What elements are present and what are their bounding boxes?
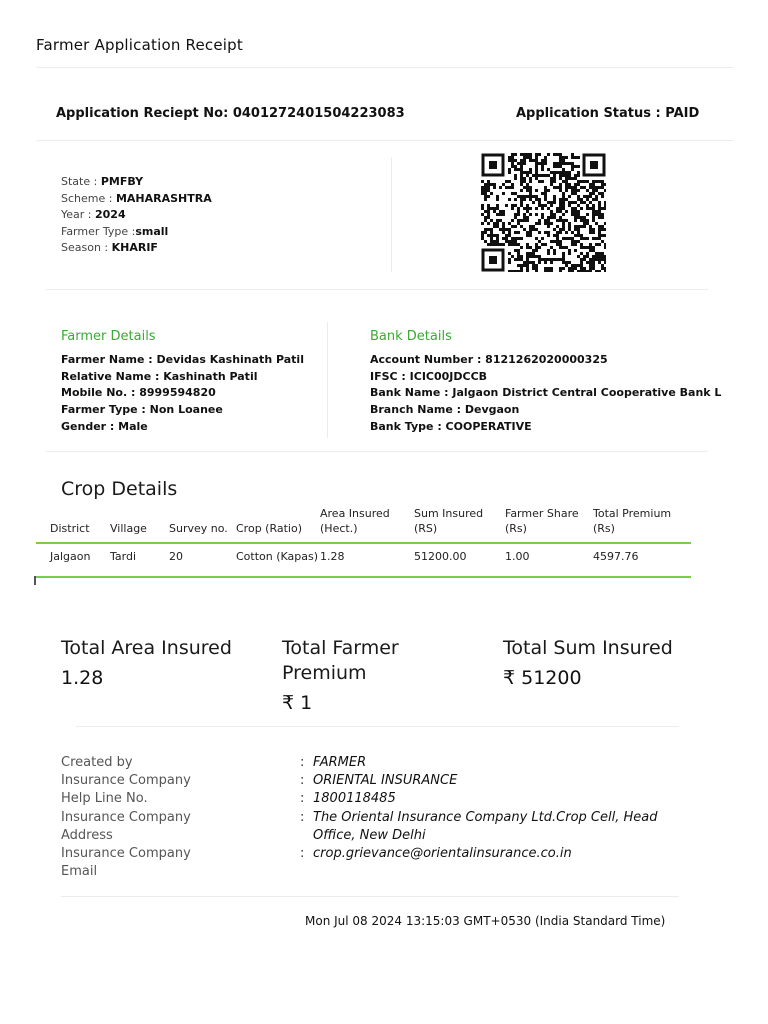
cell-crop: Cotton (Kapas) xyxy=(236,550,319,563)
cell-area-insured: 1.28 xyxy=(320,550,345,563)
total-premium-value: ₹ 1 xyxy=(282,692,313,714)
crop-details-table xyxy=(36,506,691,578)
farmer-type: Farmer Type : Non Loanee xyxy=(61,403,223,417)
value-created-by: FARMER xyxy=(313,755,367,770)
account-number: Account Number : 8121262020000325 xyxy=(370,353,608,366)
col-area-insured: Area Insured (Hect.) xyxy=(320,507,390,535)
label-insurance-company: Insurance Company xyxy=(61,773,191,789)
farmer-details xyxy=(61,352,304,436)
table-header-row xyxy=(36,506,691,543)
label-company-address: Insurance Company Address xyxy=(61,809,191,843)
total-sum-insured xyxy=(503,636,723,689)
crop-details-title: Crop Details xyxy=(61,478,178,500)
mobile-number: Mobile No. : 8999594820 xyxy=(61,386,216,400)
total-sum-label: Total Sum Insured xyxy=(503,637,673,659)
bank-details xyxy=(370,352,734,436)
application-status: Application Status : PAID xyxy=(516,106,700,121)
farmer-details-heading: Farmer Details xyxy=(61,329,156,344)
cell-sum-insured: 51200.00 xyxy=(414,550,467,563)
value-help-line: 1800118485 xyxy=(313,791,396,807)
label-help-line: Help Line No. xyxy=(61,791,148,807)
info-labels xyxy=(61,754,221,881)
total-premium-label: Total Farmer Premium xyxy=(282,637,399,684)
divider xyxy=(46,289,708,290)
value-company-address: The Oriental Insurance Company Ltd.Crop Cell, Head Office, New Delhi xyxy=(313,809,658,843)
meta-year: Year : 2024 xyxy=(61,208,126,221)
col-village: Village xyxy=(110,522,147,535)
info-colons: : : : : : xyxy=(300,755,305,862)
total-sum-value: ₹ 51200 xyxy=(503,667,582,689)
col-survey-no: Survey no. xyxy=(169,522,228,535)
col-district: District xyxy=(50,522,90,535)
info-values xyxy=(313,754,658,863)
total-farmer-premium xyxy=(282,636,472,714)
row-marker xyxy=(34,576,36,585)
bank-name: Bank Name : Jalgaon District Central Cooperative Bank L xyxy=(370,386,722,400)
ifsc: IFSC : ICIC00JDCCB xyxy=(370,369,488,383)
col-total-premium: Total Premium (Rs) xyxy=(593,507,672,535)
bank-type: Bank Type : COOPERATIVE xyxy=(370,419,532,433)
cell-district: Jalgaon xyxy=(50,550,91,563)
total-area-insured xyxy=(61,636,271,689)
label-created-by: Created by xyxy=(61,755,133,770)
table-row xyxy=(36,543,691,577)
qr-code xyxy=(481,153,606,272)
divider xyxy=(46,451,708,452)
divider xyxy=(391,157,392,272)
cell-survey-no: 20 xyxy=(169,550,183,563)
divider xyxy=(36,140,733,141)
meta-state: State : PMFBY xyxy=(61,175,144,188)
divider xyxy=(36,67,733,68)
gender: Gender : Male xyxy=(61,419,148,433)
cell-farmer-share: 1.00 xyxy=(505,550,530,563)
col-crop: Crop (Ratio) xyxy=(236,522,302,535)
value-insurance-company: ORIENTAL INSURANCE xyxy=(313,773,458,789)
receipt-number: Application Reciept No: 0401272401504223083 xyxy=(56,106,405,121)
application-meta xyxy=(61,174,212,257)
divider xyxy=(76,726,679,727)
col-sum-insured: Sum Insured (RS) xyxy=(414,507,484,535)
cell-total-premium: 4597.76 xyxy=(593,550,639,563)
page-title: Farmer Application Receipt xyxy=(36,36,243,54)
relative-name: Relative Name : Kashinath Patil xyxy=(61,369,258,383)
branch-name: Branch Name : Devgaon xyxy=(370,403,520,417)
label-company-email: Insurance Company Email xyxy=(61,846,191,880)
divider xyxy=(61,896,679,897)
value-company-email: crop.grievance@orientalinsurance.co.in xyxy=(313,846,572,862)
divider xyxy=(327,322,328,438)
total-area-label: Total Area Insured xyxy=(61,637,232,659)
bank-details-heading: Bank Details xyxy=(370,329,452,344)
print-timestamp: Mon Jul 08 2024 13:15:03 GMT+0530 (India Standard Time) xyxy=(305,914,666,928)
total-area-value: 1.28 xyxy=(61,667,104,689)
meta-scheme: Scheme : MAHARASHTRA xyxy=(61,191,212,205)
meta-season: Season : KHARIF xyxy=(61,241,158,254)
farmer-name: Farmer Name : Devidas Kashinath Patil xyxy=(61,353,304,366)
col-farmer-share: Farmer Share (Rs) xyxy=(505,507,579,535)
cell-village: Tardi xyxy=(110,550,137,563)
meta-farmer-type: Farmer Type :small xyxy=(61,224,169,238)
